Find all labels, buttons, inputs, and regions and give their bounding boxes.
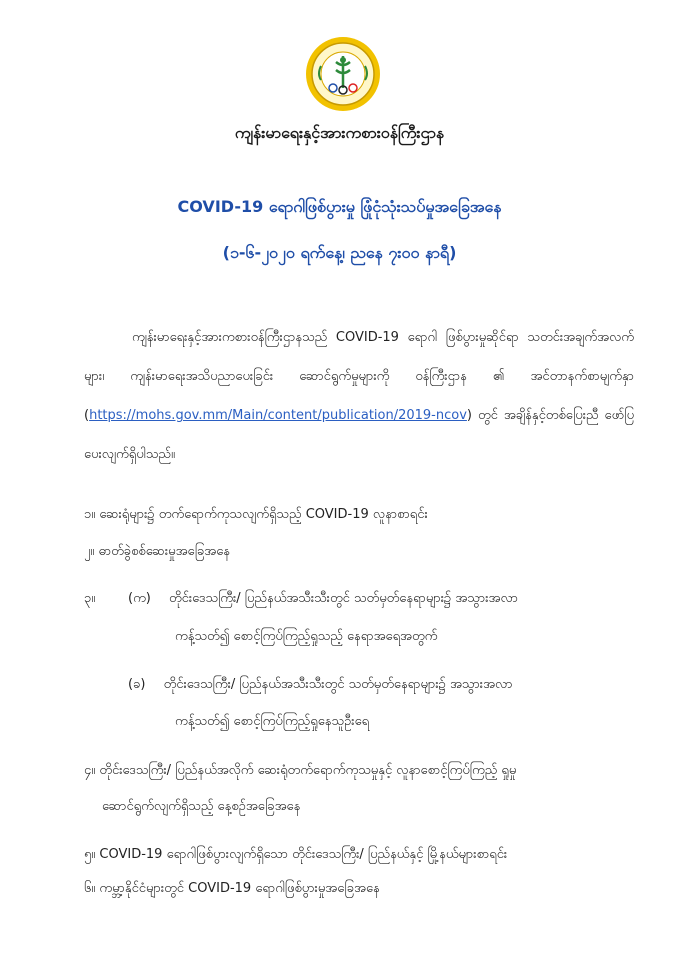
intro-text-before: ကျန်းမာရေးနှင့်အားကစားဝန်ကြီးဌာနသည် COVID-19 ရောဂါ ဖြစ်ပွားမှုဆိုင်ရာ သတင်းအချက်အလက်များ၊ ကျန်းမာရေးအသိပညာပေးခြင်း ဆောင်ရွက်မှုများကို ဝန်ကြီးဌာန ၏ အင်တာနက်စာမျက်နှာ (: [84, 330, 634, 423]
sub-item-continuation: ကန့်သတ်၍ စောင့်ကြပ်ကြည့်ရှုနေသူဦးရေ: [175, 714, 370, 729]
document-date: (၁-၆-၂၀၂၀ ရက်နေ့၊ ညနေ ၇း၀၀ နာရီ): [222, 243, 457, 262]
ministry-logo: [305, 36, 381, 112]
sub-item-label: (ခ): [128, 677, 146, 692]
item-text: COVID-19 ရောဂါဖြစ်ပွားလျက်ရှိသော တိုင်းဒေသကြီး/ ပြည်နယ်နှင့် မြို့နယ်များစာရင်း: [99, 847, 508, 862]
list-item: [84, 846, 507, 865]
sub-item: [128, 590, 518, 609]
item-text: တိုင်းဒေသကြီး/ ပြည်နယ်အလိုက် ဆေးရုံတက်ရောက်ကုသမှုနှင့် လူနာစောင့်ကြပ်ကြည့် ရှုမှု: [99, 763, 517, 778]
list-item: [84, 543, 230, 562]
sub-item-text: တိုင်းဒေသကြီး/ ပြည်နယ်အသီးသီးတွင် သတ်မှတ်နေရာများ၌ အသွားအလာ: [169, 591, 518, 606]
item-text: ကမ္ဘာ့နိုင်ငံများတွင် COVID-19 ရောဂါဖြစ်ပွားမှုအခြေအနေ: [99, 881, 380, 896]
item-text: ဓာတ်ခွဲစစ်ဆေးမှုအခြေအနေ: [98, 544, 231, 559]
item-text: ဆေးရုံများ၌ တက်ရောက်ကုသလျက်ရှိသည့် COVID-19 လူနာစာရင်း: [99, 507, 428, 522]
sub-item-continuation: ကန့်သတ်၍ စောင့်ကြပ်ကြည့်ရှုသည့် နေရာအရေအတွက်: [175, 629, 438, 644]
sub-item: [128, 676, 513, 695]
list-item: [84, 880, 380, 899]
list-item: [84, 506, 428, 525]
intro-text-after: ) တွင် အချိန်နှင့်တစ်ပြေးညီ ဖော်ပြပေးလျက်ရှိပါသည်။: [84, 408, 634, 462]
item-number: ၄။: [84, 763, 96, 778]
list-item: [84, 590, 95, 609]
item-continuation: ဆောင်ရွက်လျက်ရှိသည့် နေ့စဉ်အခြေအနေ: [102, 799, 301, 814]
list-item: [84, 762, 516, 781]
item-number: ၆။: [84, 881, 96, 896]
document-title: COVID-19 ရောဂါဖြစ်ပွားမှု ဖြုံငုံသုံးသပ်မှုအခြေအနေ: [177, 197, 502, 216]
item-number: ၂။: [84, 544, 95, 559]
sub-item-label: (က): [128, 591, 151, 606]
item-number: ၅။: [84, 847, 96, 862]
publication-link[interactable]: https://mohs.gov.mm/Main/content/publication/2019-ncov: [89, 408, 467, 423]
ministry-name: ကျန်းမာရေးနှင့်အားကစားဝန်ကြီးဌာန: [234, 123, 445, 142]
sub-item-text: တိုင်းဒေသကြီး/ ပြည်နယ်အသီးသီးတွင် သတ်မှတ်နေရာများ၌ အသွားအလာ: [163, 677, 513, 692]
intro-paragraph: [84, 318, 634, 474]
ministry-seal-icon: [305, 36, 381, 112]
item-number: ၁။: [84, 507, 96, 522]
item-number: ၃။: [84, 591, 96, 606]
